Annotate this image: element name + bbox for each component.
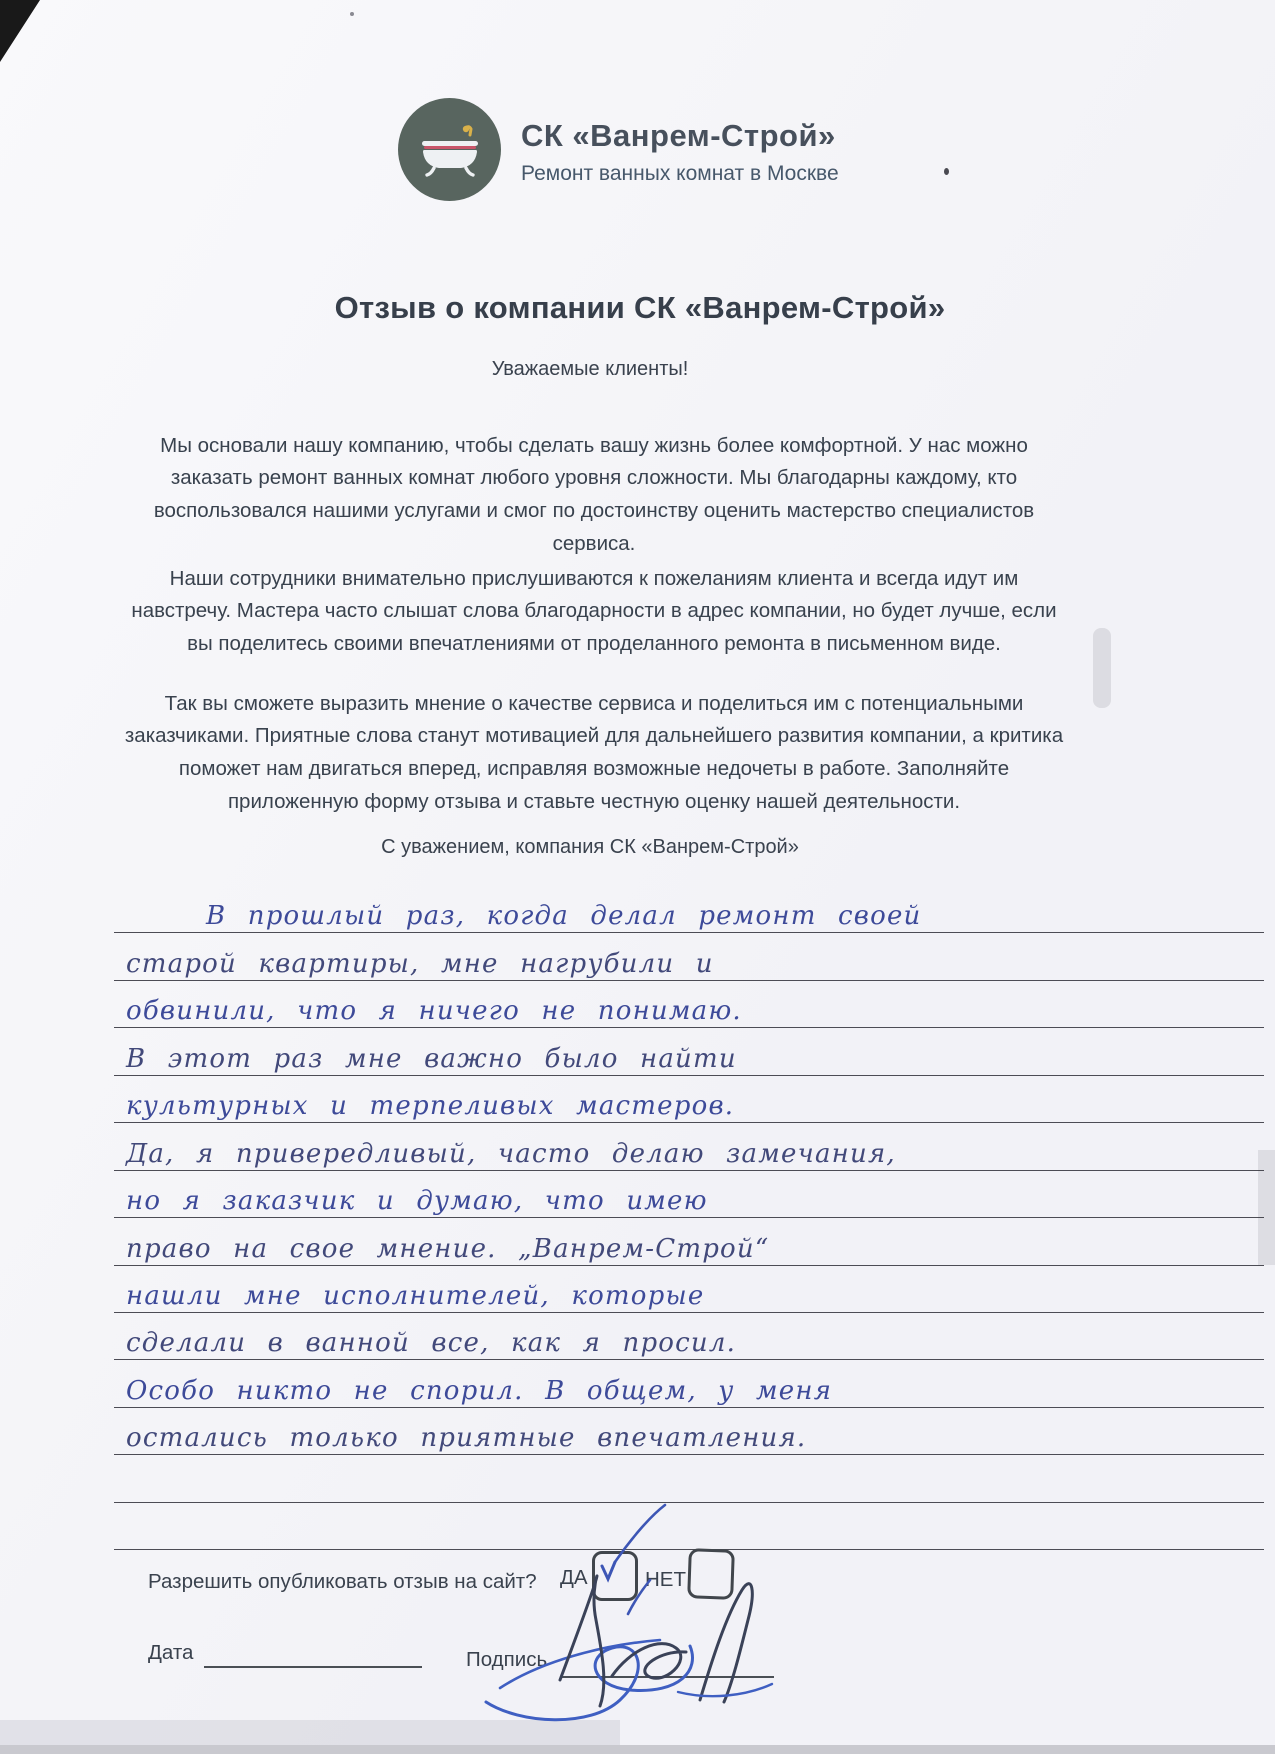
- scan-bottom-shade: [0, 1720, 620, 1746]
- review-line: старой квартиры, мне нагрубили и: [114, 933, 1264, 980]
- review-line-empty: [114, 1503, 1264, 1550]
- signature-field: [560, 1676, 774, 1678]
- scan-speck: [944, 168, 949, 175]
- feedback-paragraph: Так вы сможете выразить мнение о качестве сервиса и поделиться им с потенциальными заказчиками. Приятные слова станут мотивацией для дальнейшего развития компании, а критика поможет нам двигаться вперед, исправляя возможные недочеты в работе. Заполняйте приложенную форму отзыва и ставьте честную оценку нашей деятельности.: [124, 691, 1064, 813]
- yes-label: ДА: [560, 1566, 588, 1589]
- date-label: Дата: [148, 1641, 194, 1664]
- checkbox-no: [687, 1548, 735, 1600]
- review-line: сделали в ванной все, как я просил.: [114, 1313, 1264, 1360]
- review-line: остались только приятные впечатления.: [114, 1408, 1264, 1455]
- staff-paragraph: Наши сотрудники внимательно прислушиваются к пожеланиям клиента и всегда идут им навстречу. Мастера часто слышат слова благодарности в адрес компании, но будет лучше, если вы поделитесь своими впечатлениями от проделанного ремонта в письменном виде.: [131, 566, 1057, 656]
- scan-speck: [350, 12, 354, 16]
- scan-bottom-edge: [0, 1745, 1275, 1754]
- review-line: Особо никто не спорил. В общем, у меня: [114, 1360, 1264, 1407]
- scan-corner-artifact: [0, 0, 40, 62]
- review-line: но я заказчик и думаю, что имею: [114, 1171, 1264, 1218]
- no-label: НЕТ: [645, 1568, 686, 1591]
- signoff-text: С уважением, компания СК «Ванрем-Строй»: [381, 836, 799, 858]
- review-line: обвинили, что я ничего не понимаю.: [114, 981, 1264, 1028]
- signature-label: Подпись: [466, 1648, 548, 1671]
- greeting-text: Уважаемые клиенты!: [491, 358, 689, 380]
- date-field: [204, 1666, 422, 1668]
- checkbox-yes: [592, 1551, 638, 1601]
- review-line: Да, я привередливый, часто делаю замечания,: [114, 1123, 1264, 1170]
- company-tagline: Ремонт ванных комнат в Москве: [521, 162, 839, 185]
- review-line-empty: [114, 1455, 1264, 1502]
- publish-question: Разрешить опубликовать отзыв на сайт?: [148, 1570, 537, 1593]
- company-name: СК «Ванрем-Строй»: [521, 118, 836, 153]
- handwritten-review: [114, 886, 1264, 1550]
- bathtub-icon: [398, 98, 501, 201]
- review-line: нашли мне исполнителей, которые: [114, 1266, 1264, 1313]
- page-title: Отзыв о компании СК «Ванрем-Строй»: [334, 290, 946, 325]
- company-logo: [398, 98, 839, 201]
- review-line: В прошлый раз, когда делал ремонт своей: [114, 886, 1264, 933]
- intro-paragraph: Мы основали нашу компанию, чтобы сделать вашу жизнь более комфортной. У нас можно заказать ремонт ванных комнат любого уровня сложности. Мы благодарны каждому, кто воспользовался нашими услугами и смог по достоинству оценить мастерство специалистов сервиса.: [153, 433, 1035, 555]
- review-line: культурных и терпеливых мастеров.: [114, 1076, 1264, 1123]
- scan-streak-artifact: [1093, 628, 1111, 708]
- review-line: право на свое мнение. „Ванрем-Строй“: [114, 1218, 1264, 1265]
- review-line: В этот раз мне важно было найти: [114, 1028, 1264, 1075]
